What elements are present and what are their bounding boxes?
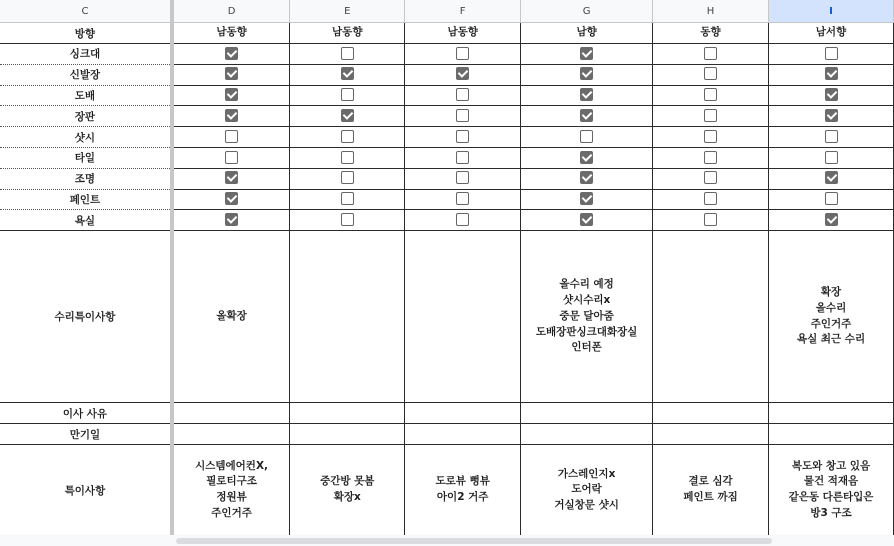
expiry-cell[interactable] [653,424,769,445]
unchecked-checkbox[interactable] [456,192,469,205]
checkbox-cell[interactable] [653,147,769,168]
checkbox-cell[interactable] [653,210,769,231]
repair-notes-cell[interactable] [290,231,405,403]
checkbox-cell[interactable] [521,210,653,231]
special-notes-cell[interactable] [769,445,894,536]
checked-checkbox[interactable] [580,192,593,205]
checkbox-cell[interactable] [405,106,521,127]
special-notes-line: 결로 심각 [688,475,733,488]
checked-checkbox[interactable] [580,67,593,80]
special-notes-line: 도어락 [571,483,602,496]
special-notes-line: 도로뷰 뻥뷰 [435,475,490,488]
repair-notes-cell[interactable] [521,231,653,403]
checkbox-cell[interactable] [405,44,521,65]
checkbox-cell[interactable] [769,85,894,106]
checklist-row [0,64,894,85]
special-notes-line: 시스템에어컨X, [195,459,269,472]
checked-checkbox[interactable] [580,109,593,122]
checked-checkbox[interactable] [825,171,838,184]
repair-notes-line: 도배장판싱크대화장실 [535,325,638,338]
checklist-row [0,147,894,168]
checkbox-cell[interactable] [172,44,290,65]
checkbox-cell[interactable] [653,64,769,85]
move-reason-cell[interactable] [653,403,769,424]
checkbox-cell[interactable] [290,210,405,231]
unchecked-checkbox[interactable] [825,151,838,164]
checked-checkbox[interactable] [825,213,838,226]
unchecked-checkbox[interactable] [341,47,354,60]
direction-cell[interactable]: 남서향 [769,23,894,44]
checkbox-cell[interactable] [290,189,405,210]
checked-checkbox[interactable] [341,67,354,80]
checkbox-cell[interactable] [769,64,894,85]
checkbox-cell[interactable] [769,106,894,127]
column-header-e[interactable]: E [290,0,405,23]
checklist-row [0,106,894,127]
checkbox-cell[interactable] [290,127,405,148]
checklist-label[interactable]: 타일 [0,147,172,168]
repair-notes-line: 올수리 예정 [559,278,614,291]
unchecked-checkbox[interactable] [456,151,469,164]
unchecked-checkbox[interactable] [704,171,717,184]
special-notes-line: 정원뷰 [216,491,247,504]
checkbox-cell[interactable] [405,127,521,148]
unchecked-checkbox[interactable] [704,213,717,226]
checkbox-cell[interactable] [653,168,769,189]
column-header-row [0,0,894,23]
special-notes-cell[interactable] [290,445,405,536]
unchecked-checkbox[interactable] [825,130,838,143]
repair-notes-line: 주인거주 [810,317,852,330]
repair-notes-line: 인터폰 [571,341,602,354]
checkbox-cell[interactable] [405,147,521,168]
checked-checkbox[interactable] [456,67,469,80]
unchecked-checkbox[interactable] [704,109,717,122]
checklist-label[interactable]: 페인트 [0,189,172,210]
move-reason-row [0,403,894,424]
checkbox-cell[interactable] [769,44,894,65]
checked-checkbox[interactable] [225,67,238,80]
checkbox-cell[interactable] [521,127,653,148]
checkbox-cell[interactable] [290,44,405,65]
checkbox-cell[interactable] [172,147,290,168]
checkbox-cell[interactable] [172,168,290,189]
expiry-cell[interactable] [290,424,405,445]
repair-notes-line: 욕실 최근 수리 [796,333,866,346]
checked-checkbox[interactable] [225,109,238,122]
checkbox-cell[interactable] [290,147,405,168]
checked-checkbox[interactable] [825,88,838,101]
checkbox-cell[interactable] [769,147,894,168]
repair-notes-cell[interactable] [172,231,290,403]
checkbox-cell[interactable] [521,168,653,189]
checklist-label[interactable]: 도배 [0,85,172,106]
checkbox-cell[interactable] [653,189,769,210]
checked-checkbox[interactable] [225,88,238,101]
checked-checkbox[interactable] [580,171,593,184]
checked-checkbox[interactable] [225,192,238,205]
unchecked-checkbox[interactable] [456,109,469,122]
special-notes-line: 복도와 창고 있음 [791,459,871,472]
direction-cell[interactable]: 동향 [653,23,769,44]
column-header-d[interactable]: D [172,0,290,23]
special-notes-line: 아이2 거주 [436,491,489,504]
checkbox-cell[interactable] [769,189,894,210]
special-notes-cell[interactable] [405,445,521,536]
special-notes-cell[interactable] [521,445,653,536]
direction-cell[interactable]: 남동향 [405,23,521,44]
unchecked-checkbox[interactable] [341,213,354,226]
checkbox-cell[interactable] [521,147,653,168]
unchecked-checkbox[interactable] [456,130,469,143]
special-notes-label[interactable]: 특이사항 [0,445,172,536]
checkbox-cell[interactable] [769,127,894,148]
checklist-label[interactable]: 샷시 [0,127,172,148]
checked-checkbox[interactable] [225,171,238,184]
direction-cell[interactable]: 남동향 [290,23,405,44]
checkbox-cell[interactable] [521,85,653,106]
move-reason-cell[interactable] [769,403,894,424]
checklist-row [0,189,894,210]
unchecked-checkbox[interactable] [456,88,469,101]
special-notes-line: 방3 구조 [810,506,852,519]
unchecked-checkbox[interactable] [704,67,717,80]
checkbox-cell[interactable] [769,168,894,189]
checkbox-cell[interactable] [172,210,290,231]
column-header-i[interactable]: I [769,0,894,23]
horizontal-scrollbar[interactable] [176,538,772,544]
expiry-cell[interactable] [769,424,894,445]
repair-notes-row [0,231,894,403]
unchecked-checkbox[interactable] [456,47,469,60]
special-notes-line: 거실창문 샷시 [554,499,619,512]
special-notes-line: 주인거주 [211,506,252,519]
special-notes-cell[interactable] [653,445,769,536]
checklist-label[interactable]: 신발장 [0,64,172,85]
special-notes-line: 페인트 까짐 [683,491,738,504]
checked-checkbox[interactable] [580,213,593,226]
unchecked-checkbox[interactable] [341,171,354,184]
unchecked-checkbox[interactable] [704,192,717,205]
unchecked-checkbox[interactable] [341,151,354,164]
checkbox-cell[interactable] [405,64,521,85]
checked-checkbox[interactable] [825,67,838,80]
unchecked-checkbox[interactable] [825,192,838,205]
checkbox-cell[interactable] [405,168,521,189]
checkbox-cell[interactable] [521,64,653,85]
checkbox-cell[interactable] [405,85,521,106]
checkbox-cell[interactable] [172,106,290,127]
checkbox-cell[interactable] [172,85,290,106]
expiry-cell[interactable] [521,424,653,445]
move-reason-cell[interactable] [521,403,653,424]
direction-cell[interactable]: 남동향 [172,23,290,44]
checkbox-cell[interactable] [290,106,405,127]
checkbox-cell[interactable] [172,189,290,210]
move-reason-label[interactable]: 이사 사유 [0,403,172,424]
special-notes-line: 필로티구조 [206,475,257,488]
move-reason-cell[interactable] [172,403,290,424]
special-notes-line: 같은동 다른타입은 [788,491,874,504]
checklist-label[interactable]: 싱크대 [0,44,172,65]
checkbox-cell[interactable] [653,106,769,127]
checklist-label[interactable]: 욕실 [0,210,172,231]
unchecked-checkbox[interactable] [580,130,593,143]
repair-notes-label[interactable]: 수리특이사항 [0,231,172,403]
checkbox-cell[interactable] [405,210,521,231]
expiry-cell[interactable] [405,424,521,445]
expiry-cell[interactable] [172,424,290,445]
checkbox-cell[interactable] [653,85,769,106]
checked-checkbox[interactable] [825,109,838,122]
special-notes-line: 확장x [333,491,361,504]
unchecked-checkbox[interactable] [825,47,838,60]
checkbox-cell[interactable] [290,64,405,85]
repair-notes-cell[interactable] [405,231,521,403]
checklist-row [0,85,894,106]
checked-checkbox[interactable] [580,88,593,101]
unchecked-checkbox[interactable] [225,151,238,164]
checkbox-cell[interactable] [290,85,405,106]
repair-notes-line: 올수리 [815,301,847,314]
unchecked-checkbox[interactable] [225,130,238,143]
special-notes-cell[interactable] [172,445,290,536]
repair-notes-line: 샷시수리x [562,294,611,307]
checked-checkbox[interactable] [341,109,354,122]
special-notes-row [0,445,894,536]
checkbox-cell[interactable] [521,189,653,210]
repair-notes-cell[interactable] [769,231,894,403]
unchecked-checkbox[interactable] [341,130,354,143]
move-reason-cell[interactable] [290,403,405,424]
checkbox-cell[interactable] [290,168,405,189]
expiry-row [0,424,894,445]
direction-label[interactable]: 방향 [0,23,172,44]
direction-cell[interactable]: 남향 [521,23,653,44]
checked-checkbox[interactable] [580,151,593,164]
checkbox-cell[interactable] [521,44,653,65]
checked-checkbox[interactable] [580,47,593,60]
column-header-f[interactable]: F [405,0,521,23]
checkbox-cell[interactable] [769,210,894,231]
repair-notes-line: 올확장 [216,309,247,322]
unchecked-checkbox[interactable] [704,47,717,60]
checkbox-cell[interactable] [521,106,653,127]
checked-checkbox[interactable] [225,213,238,226]
checklist-label[interactable]: 조명 [0,168,172,189]
column-header-g[interactable]: G [521,0,653,23]
repair-notes-line: 확장 [820,286,842,299]
unchecked-checkbox[interactable] [704,88,717,101]
checklist-row [0,168,894,189]
direction-row [0,23,894,44]
special-notes-line: 중간방 못봄 [320,475,375,488]
checklist-row [0,127,894,148]
expiry-label[interactable]: 만기일 [0,424,172,445]
unchecked-checkbox[interactable] [704,130,717,143]
checklist-row [0,210,894,231]
unchecked-checkbox[interactable] [456,171,469,184]
unchecked-checkbox[interactable] [341,88,354,101]
checklist-label[interactable]: 장판 [0,106,172,127]
special-notes-line: 가스레인지x [557,467,616,480]
unchecked-checkbox[interactable] [704,151,717,164]
unchecked-checkbox[interactable] [456,213,469,226]
checked-checkbox[interactable] [225,47,238,60]
unchecked-checkbox[interactable] [341,192,354,205]
checkbox-cell[interactable] [653,44,769,65]
checkbox-cell[interactable] [653,127,769,148]
checkbox-cell[interactable] [172,127,290,148]
repair-notes-cell[interactable] [653,231,769,403]
repair-notes-line: 중문 달아줌 [559,309,614,322]
move-reason-cell[interactable] [405,403,521,424]
checkbox-cell[interactable] [405,189,521,210]
column-header-h[interactable]: H [653,0,769,23]
checklist-row [0,44,894,65]
checkbox-cell[interactable] [172,64,290,85]
column-header-c[interactable]: C [0,0,172,23]
special-notes-line: 물건 적재음 [803,475,859,488]
